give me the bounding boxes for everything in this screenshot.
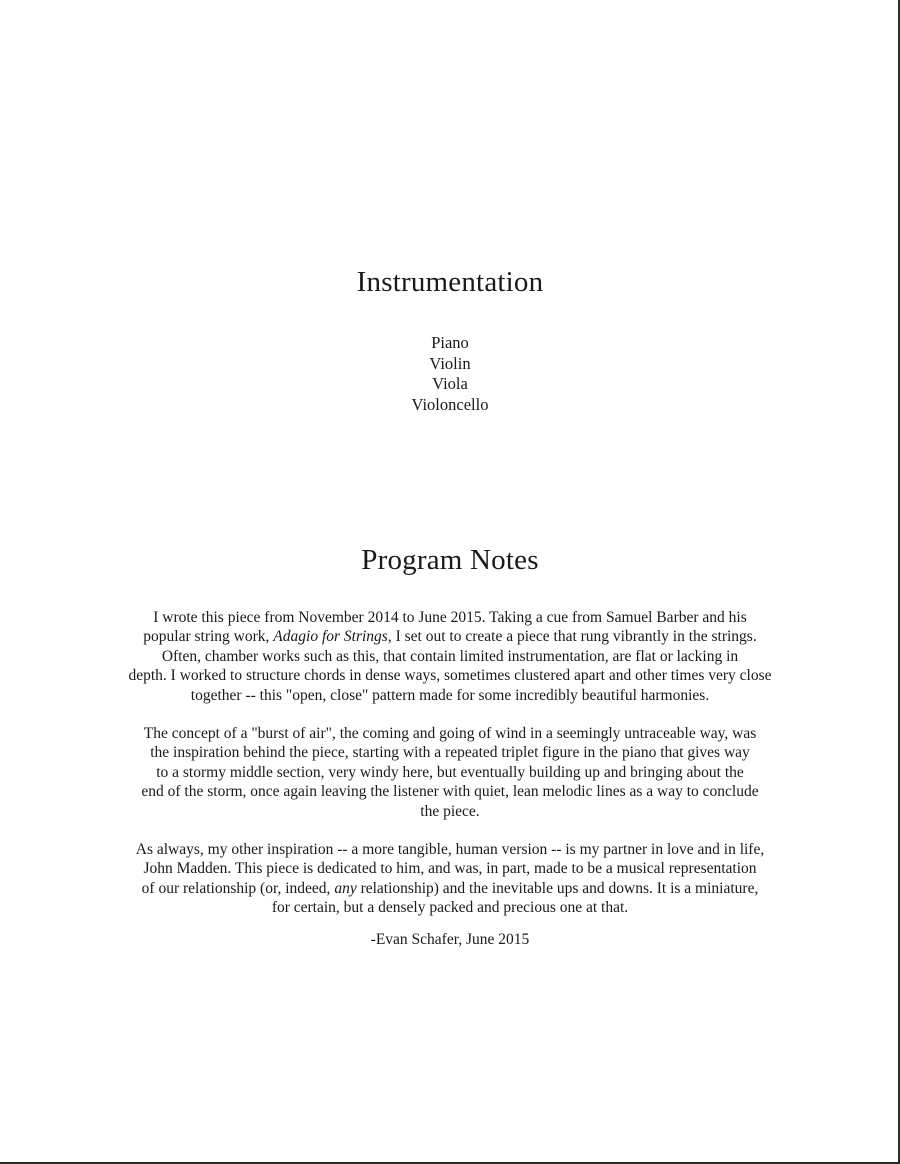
text-line: John Madden. This piece is dedicated to him, and was, in part, made to be a musical representation bbox=[143, 860, 757, 878]
notes-paragraph-3 bbox=[90, 840, 810, 918]
text-span: relationship) and the inevitable ups and downs. It is a miniature, bbox=[356, 879, 759, 897]
text-line: end of the storm, once again leaving the listener with quiet, lean melodic lines as a way to conclude bbox=[141, 783, 759, 801]
text-line: together -- this "open, close" pattern made for some incredibly beautiful harmonies. bbox=[190, 686, 710, 704]
italic-word: any bbox=[334, 879, 357, 897]
text-span: , I set out to create a piece that rung vibrantly in the strings. bbox=[387, 628, 757, 646]
instrument-list bbox=[0, 333, 900, 415]
text-line bbox=[90, 627, 810, 646]
text-span: of our relationship (or, indeed, bbox=[141, 879, 335, 897]
text-line: As always, my other inspiration -- a more tangible, human version -- is my partner in love and in life, bbox=[135, 841, 765, 859]
notes-paragraph-2 bbox=[90, 724, 810, 821]
text-line: the piece. bbox=[420, 802, 480, 820]
text-line: Often, chamber works such as this, that contain limited instrumentation, are flat or lacking in bbox=[161, 647, 739, 665]
text-line: depth. I worked to structure chords in dense ways, sometimes clustered apart and other times very close bbox=[128, 667, 772, 685]
instrument-item: Violoncello bbox=[411, 394, 489, 414]
notes-paragraph-1 bbox=[90, 608, 810, 705]
instrument-item: Violin bbox=[429, 353, 471, 373]
instrument-item: Viola bbox=[432, 374, 468, 393]
text-line: for certain, but a densely packed and precious one at that. bbox=[271, 899, 629, 917]
text-line: The concept of a "burst of air", the coming and going of wind in a seemingly untraceable way, was bbox=[143, 725, 757, 743]
instrument-item: Piano bbox=[431, 333, 469, 352]
text-line: to a stormy middle section, very windy here, but eventually building up and bringing about the bbox=[156, 763, 744, 781]
text-span: popular string work, bbox=[143, 628, 274, 646]
author-signature: -Evan Schafer, June 2015 bbox=[370, 931, 530, 948]
text-line: the inspiration behind the piece, starting with a repeated triplet figure in the piano that gives way bbox=[150, 744, 750, 762]
program-notes-body bbox=[90, 608, 810, 937]
italic-title: Adagio for Strings bbox=[273, 628, 388, 646]
text-line: I wrote this piece from November 2014 to June 2015. Taking a cue from Samuel Barber and his bbox=[153, 609, 747, 626]
program-notes-heading: Program Notes bbox=[361, 544, 539, 576]
text-line bbox=[90, 879, 810, 898]
instrumentation-heading: Instrumentation bbox=[356, 266, 544, 298]
